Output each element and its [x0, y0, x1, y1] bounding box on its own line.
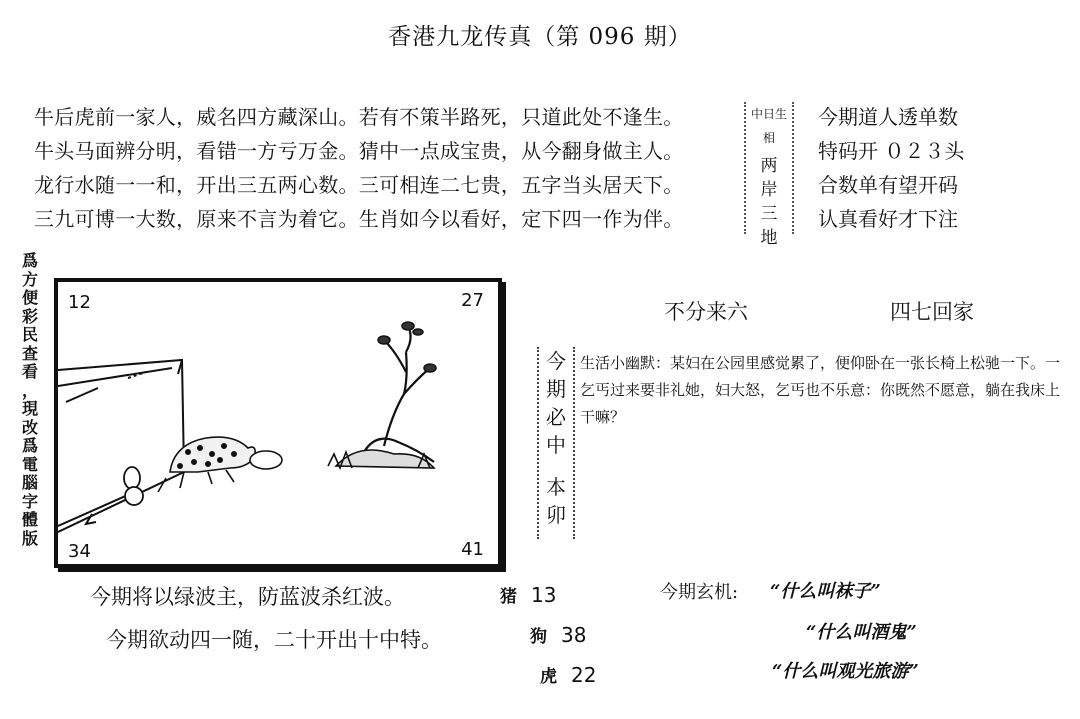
side-notice-char: 查 — [21, 343, 38, 363]
side-notice-char: 爲 — [21, 436, 38, 455]
side-notice-char: 體 — [21, 510, 38, 529]
bottom-line-1: 今期将以绿波主，防蓝波杀红波。 — [90, 585, 405, 609]
vertical-box-char: 两 — [760, 156, 778, 176]
side-notice-char: 電 — [21, 454, 38, 474]
must-hit-char: 中 — [546, 433, 566, 457]
zodiac-animal: 虎 — [540, 667, 557, 687]
phrase-left: 不分来六 — [664, 300, 748, 324]
phrase-right: 四七回家 — [890, 300, 974, 324]
xuanji-phrase: “什么叫观光旅游” — [772, 661, 919, 682]
corner-number-top-left: 12 — [68, 292, 91, 313]
zodiac-number: 13 — [531, 583, 557, 607]
right-text-block — [818, 100, 1068, 236]
zodiac-number: 22 — [571, 663, 597, 687]
side-notice-char: 現 — [21, 399, 38, 418]
side-notice-char: 民 — [21, 325, 38, 344]
zodiac-animal: 狗 — [530, 627, 547, 647]
must-hit-char: 本 — [546, 475, 566, 499]
poem-line: 三九可博一大数，原来不言为着它。生肖如今以看好，定下四一作为伴。 — [34, 207, 684, 231]
poem-block — [34, 100, 724, 236]
side-notice-char: 改 — [21, 417, 38, 437]
poem-line: 牛头马面辨分明，看错一方亏万金。猜中一点成宝贵，从今翻身做主人。 — [34, 139, 684, 163]
right-text-line: 今期道人透单数 — [818, 105, 958, 129]
must-hit-box — [537, 347, 575, 539]
side-notice-char: 字 — [21, 491, 38, 511]
liangan-sandi-box — [744, 102, 794, 248]
corner-number-top-right: 27 — [461, 290, 484, 311]
xuanji-phrase: “什么叫袜子” — [770, 581, 881, 602]
vertical-box-char: 岸 — [760, 180, 778, 200]
zodiac-entry — [540, 662, 596, 687]
right-text-line: 认真看好才下注 — [818, 207, 958, 231]
poem-line: 牛后虎前一家人，威名四方藏深山。若有不策半路死，只道此处不逢生。 — [34, 105, 684, 129]
vertical-box-caption: 中日生相 — [750, 107, 787, 145]
side-notice — [18, 252, 42, 548]
must-hit-char: 期 — [546, 377, 566, 401]
tiger-illustration — [58, 282, 498, 564]
vertical-box-char: 地 — [760, 228, 778, 248]
illustration-frame — [54, 278, 502, 568]
side-notice-char: 版 — [21, 528, 38, 548]
vertical-box-char: 三 — [760, 204, 778, 224]
side-notice-char: 看 — [21, 362, 38, 381]
corner-number-bottom-right: 41 — [461, 539, 484, 560]
side-notice-char: 方 — [21, 269, 38, 289]
must-hit-char: 必 — [546, 405, 566, 429]
right-text-line: 合数单有望开码 — [818, 173, 958, 197]
zodiac-number: 38 — [561, 623, 587, 647]
zodiac-animal: 猪 — [500, 587, 517, 607]
joke-paragraph: 生活小幽默：某妇在公园里感觉累了，便仰卧在一张长椅上松驰一下。一乞丐过来要非礼她，妇大怒，乞丐也不乐意：你既然不愿意，躺在我床上干嘛？ — [580, 354, 1061, 426]
side-notice-char: 爲 — [21, 251, 38, 270]
xuanji-phrase: “什么叫酒鬼” — [806, 622, 917, 643]
corner-number-bottom-left: 34 — [68, 541, 91, 562]
must-hit-char: 今 — [546, 349, 566, 373]
side-notice-char: 便 — [21, 288, 38, 307]
zodiac-entry — [530, 622, 586, 647]
side-notice-char: 腦 — [21, 473, 38, 492]
side-notice-char: ， — [21, 380, 38, 400]
right-text-line: 特码开 ０２３头 — [818, 139, 965, 163]
xuanji-label: 今期玄机: — [660, 582, 739, 603]
must-hit-char: 卯 — [546, 503, 566, 527]
page-title: 香港九龙传真（第 096 期） — [388, 24, 692, 50]
bottom-line-2: 今期欲动四一随，二十开出十中特。 — [106, 628, 442, 652]
side-notice-char: 彩 — [21, 306, 38, 326]
poem-line: 龙行水随一一和，开出三五两心数。三可相连二七贵，五字当头居天下。 — [34, 173, 684, 197]
zodiac-entry — [500, 582, 556, 607]
